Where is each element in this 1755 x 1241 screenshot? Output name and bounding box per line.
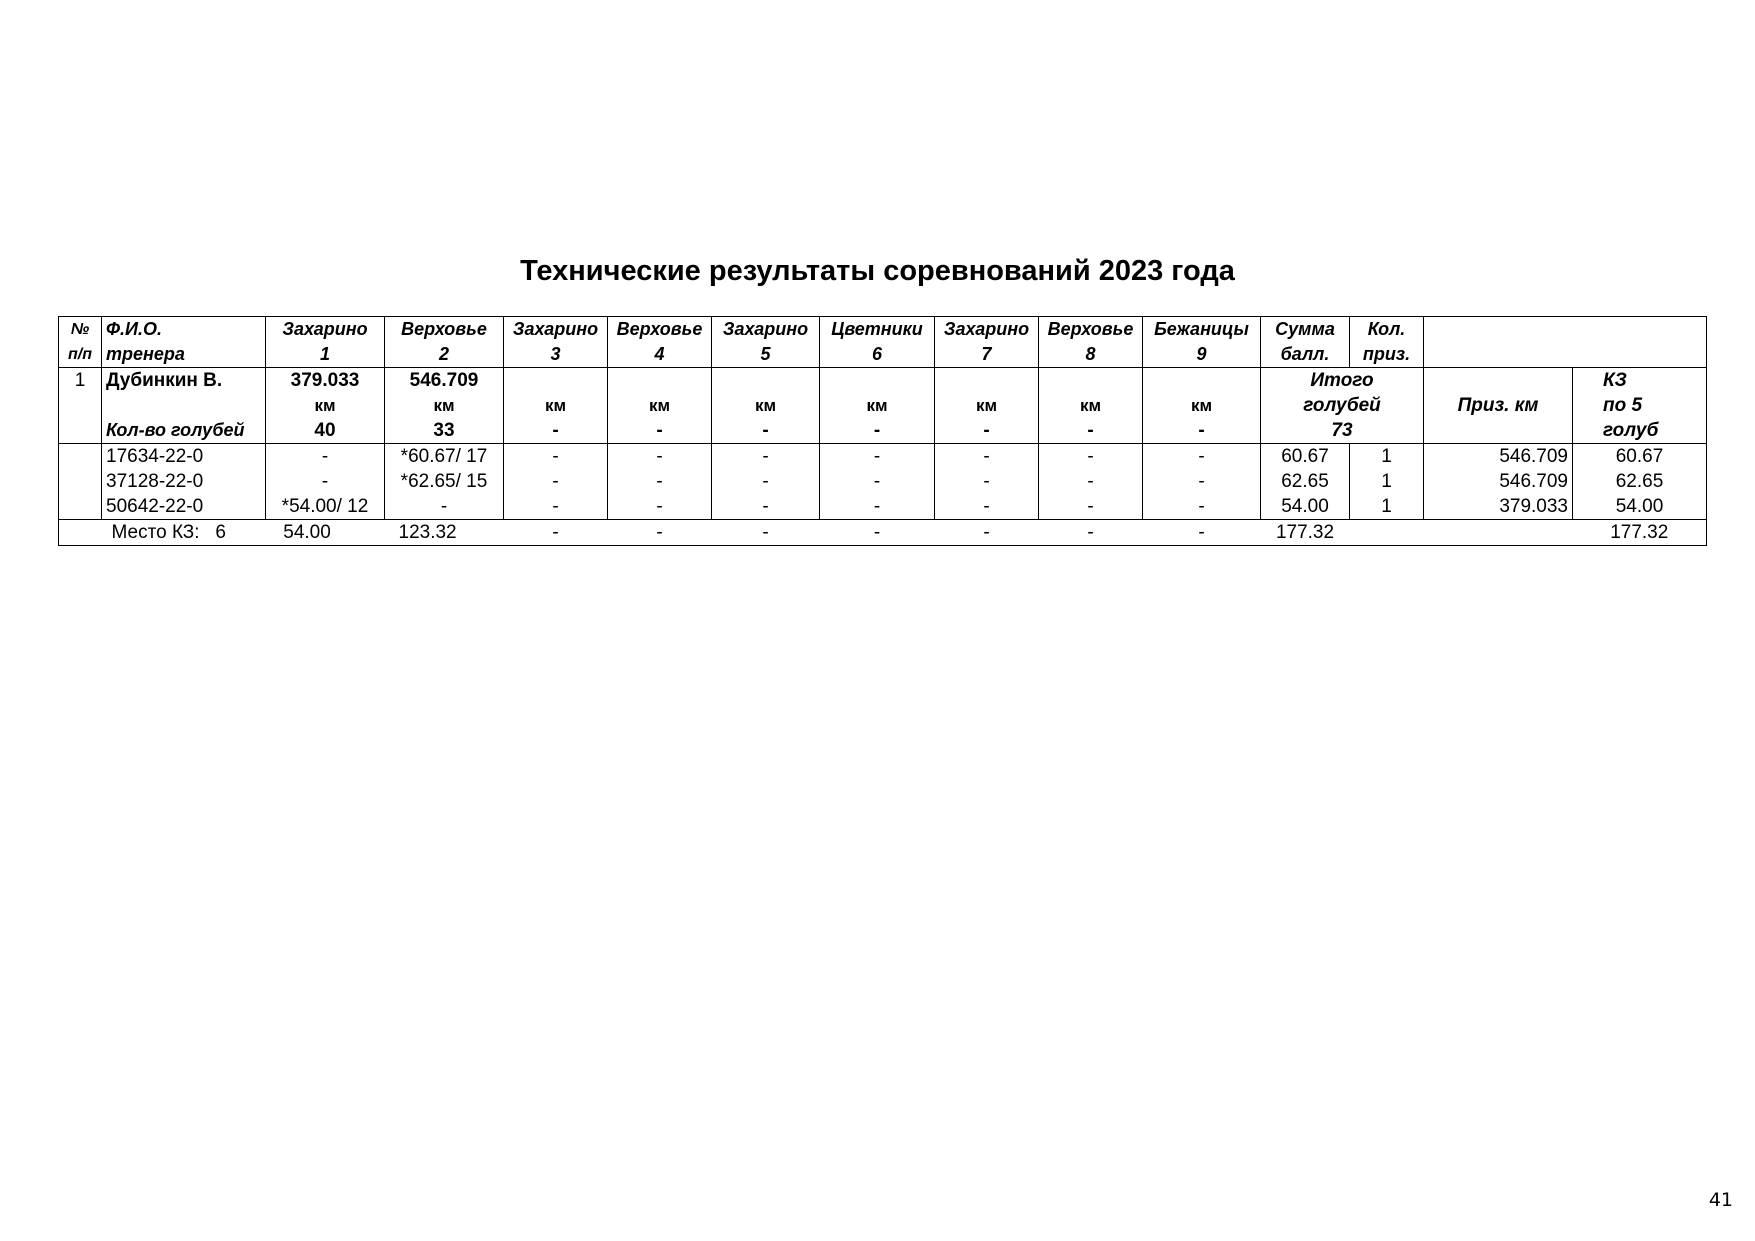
bird-sum: 60.67 [1261,444,1350,470]
header-race-4: Верховье [608,317,712,343]
bird-ring: 17634-22-0 [102,444,266,470]
km-unit-5: км [712,393,820,418]
bird-kz: 60.67 [1573,444,1707,470]
footer-kz: 177.32 [1573,520,1707,546]
place-kz [102,520,385,546]
bird-sum: 62.65 [1261,469,1350,494]
km-unit-3: км [504,393,608,418]
total-birds-value: 73 [1331,420,1353,441]
distance-1: 379.033 [266,368,385,394]
bird-ring: 37128-22-0 [102,469,266,494]
bird-result: - [385,494,504,520]
table-row [59,469,1707,494]
header-num-2: п/п [59,342,102,368]
km-unit-2: км [385,393,504,418]
trainer-row-km [59,393,1707,418]
header-race-9: Бежаницы [1143,317,1261,343]
header-race-3-no: 3 [504,342,608,368]
bird-result: - [1039,494,1143,520]
bird-result: - [820,469,935,494]
footer-row [59,520,1707,546]
bird-result: - [504,469,608,494]
bird-prizes: 1 [1350,469,1424,494]
kz-label-2: по 5 [1573,393,1707,418]
header-race-2: Верховье [385,317,504,343]
bird-count-4: - [608,418,712,444]
trainer-num: 1 [59,368,102,394]
bird-result: - [1039,469,1143,494]
trainer-name: Дубинкин В. [102,368,266,394]
kz-label-3: голуб [1573,418,1707,444]
distance-2: 546.709 [385,368,504,394]
bird-result: - [266,444,385,470]
bird-result: - [712,494,820,520]
header-race-9-no: 9 [1143,342,1261,368]
km-unit-9: км [1143,393,1261,418]
footer-total-5: - [712,520,820,546]
kz-label: КЗ [1573,368,1707,394]
bird-count-9: - [1143,418,1261,444]
footer-total-9: - [1143,520,1261,546]
bird-result: - [504,444,608,470]
bird-kz: 62.65 [1573,469,1707,494]
header-sum-2: балл. [1261,342,1350,368]
header-race-7-no: 7 [935,342,1039,368]
bird-count-7: - [935,418,1039,444]
birds-count-label: Кол-во голубей [102,418,266,444]
table-row [59,494,1707,520]
bird-result: - [712,469,820,494]
bird-result: - [1143,444,1261,470]
header-race-2-no: 2 [385,342,504,368]
bird-result: - [1039,444,1143,470]
bird-result: - [935,469,1039,494]
bird-prizes: 1 [1350,444,1424,470]
bird-count-5: - [712,418,820,444]
footer-total-3: - [504,520,608,546]
bird-result: *60.67/ 17 [385,444,504,470]
bird-result: *54.00/ 12 [266,494,385,520]
km-unit-4: км [608,393,712,418]
bird-count-1: 40 [266,418,385,444]
header-race-3: Захарино [504,317,608,343]
header-race-6: Цветники [820,317,935,343]
bird-count-8: - [1039,418,1143,444]
header-row-2 [59,342,1707,368]
bird-prize-km: 546.709 [1424,469,1573,494]
bird-result: - [266,469,385,494]
bird-kz: 54.00 [1573,494,1707,520]
km-unit-7: км [935,393,1039,418]
footer-total-4: - [608,520,712,546]
bird-result: - [935,494,1039,520]
place-value: 6 [215,522,226,543]
trainer-row-distance [59,368,1707,394]
header-empty [1424,317,1573,343]
header-empty [1573,317,1707,343]
header-empty [1573,342,1707,368]
header-race-4-no: 4 [608,342,712,368]
bird-result: - [1143,494,1261,520]
header-sum: Сумма [1261,317,1350,343]
header-race-6-no: 6 [820,342,935,368]
bird-result: - [608,494,712,520]
bird-ring: 50642-22-0 [102,494,266,520]
footer-sum: 177.32 [1261,520,1350,546]
bird-result: *62.65/ 15 [385,469,504,494]
bird-count-2: 33 [385,418,504,444]
total-birds-label: Итого [1310,370,1374,391]
bird-result: - [820,444,935,470]
footer-total-2: 123.32 [385,520,504,546]
km-unit-6: км [820,393,935,418]
km-unit-1: км [266,393,385,418]
trainer-row-birds [59,418,1707,444]
bird-result: - [608,469,712,494]
footer-total-8: - [1039,520,1143,546]
header-race-5: Захарино [712,317,820,343]
place-label: Место КЗ: [111,522,200,543]
table-row [59,444,1707,470]
header-race-5-no: 5 [712,342,820,368]
header-fio: Ф.И.О. [102,317,266,343]
header-prizes-2: приз. [1350,342,1424,368]
header-num: № [59,317,102,343]
bird-prize-km: 379.033 [1424,494,1573,520]
header-race-8: Верховье [1039,317,1143,343]
header-empty [1424,342,1573,368]
total-birds-label-2: голубей [1303,395,1381,416]
bird-result: - [712,444,820,470]
header-prizes: Кол. [1350,317,1424,343]
bird-result: - [504,494,608,520]
bird-count-3: - [504,418,608,444]
bird-result: - [1143,469,1261,494]
page-number: 41 [1708,1189,1733,1211]
header-race-1-no: 1 [266,342,385,368]
bird-result: - [935,444,1039,470]
prize-km-label: Приз. км [1424,393,1573,418]
km-unit-8: км [1039,393,1143,418]
footer-total-7: - [935,520,1039,546]
bird-sum: 54.00 [1261,494,1350,520]
footer-total-6: - [820,520,935,546]
bird-result: - [608,444,712,470]
header-race-1: Захарино [266,317,385,343]
footer-total-1: 54.00 [283,522,331,543]
bird-result: - [820,494,935,520]
bird-prizes: 1 [1350,494,1424,520]
bird-prize-km: 546.709 [1424,444,1573,470]
header-row-1 [59,317,1707,343]
bird-count-6: - [820,418,935,444]
header-race-8-no: 8 [1039,342,1143,368]
results-table [58,316,1707,546]
page-title: Технические результаты соревнований 2023 года [520,255,1235,287]
header-race-7: Захарино [935,317,1039,343]
header-fio-2: тренера [102,342,266,368]
